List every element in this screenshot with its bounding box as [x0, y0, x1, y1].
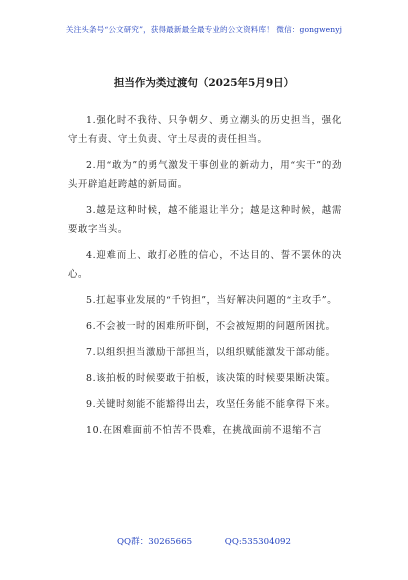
- list-item: 7.以组织担当激励干部担当，以组织赋能激发干部动能。: [86, 347, 336, 358]
- list-item: 10.在困难面前不怕苦不畏难，在挑战面前不退缩不言: [86, 425, 323, 436]
- list-item: 4.迎难而上、敢打必胜的信心，不达目的、誓不罢休的决心。: [68, 250, 342, 280]
- footer-qq-group: QQ群：30265665: [117, 537, 193, 547]
- list-item: 8.该拍板的时候要敢于拍板，该决策的时候要果断决策。: [86, 373, 336, 384]
- footer: [0, 535, 408, 547]
- document-title: 担当作为类过渡句（2025年5月9日）: [113, 77, 295, 89]
- list-item: 1.强化时不我待、只争朝夕、勇立潮头的历史担当，强化守土有责、守土负责、守土尽责的责任担当。: [68, 115, 342, 145]
- list-item: 6.不会被一时的困难所吓倒，不会被短期的问题所困扰。: [86, 321, 336, 332]
- item-list: [68, 111, 342, 447]
- list-item: 9.关键时刻能不能豁得出去，攻坚任务能不能拿得下来。: [86, 399, 336, 410]
- footer-qq: QQ:535304092: [224, 537, 291, 547]
- header-note: 关注头条号“公文研究”，获得最新最全最专业的公文资料库！ 微信：gongwenyj: [65, 25, 343, 34]
- list-item: 3.越是这种时候，越不能退让半分；越是这种时候，越需要敢字当头。: [68, 205, 342, 235]
- list-item: 5.扛起事业发展的“千钧担”，当好解决问题的“主攻手”。: [86, 295, 338, 306]
- list-item: 2.用“敢为”的勇气激发干事创业的新动力，用“实干”的劲头开辟追赶跨越的新局面。: [68, 160, 342, 190]
